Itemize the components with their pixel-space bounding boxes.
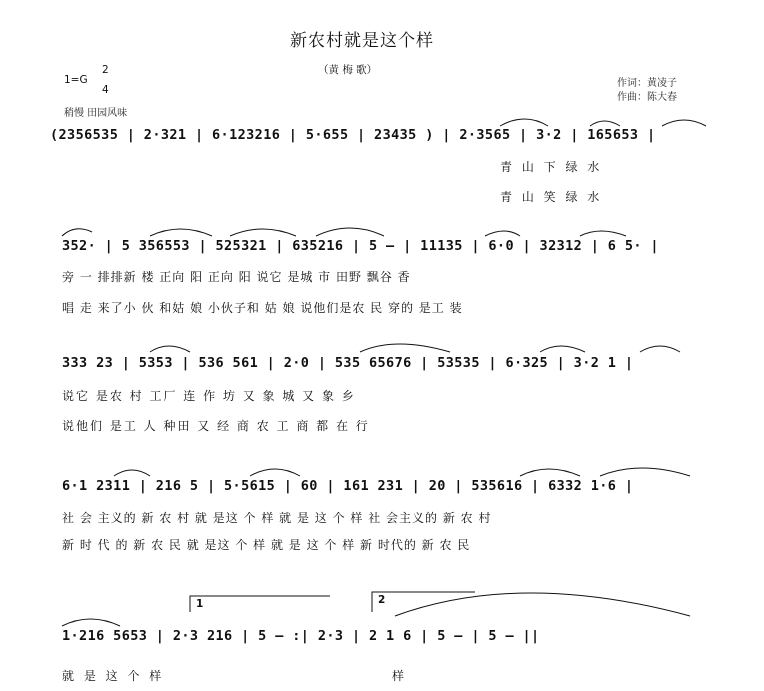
lyrics-row-1-verse-2: 青 山 笑 绿 水: [500, 190, 603, 204]
key-signature: 1=G: [64, 74, 88, 86]
slur-r3-c: [540, 346, 585, 352]
slur-r2-c: [230, 229, 296, 236]
slur-r3-d: [640, 346, 680, 352]
lyrics-row-4-verse-2: 新 时 代 的 新 农 民 就 是这 个 样 就 是 这 个 样 新 时代的 新 农 民: [62, 538, 471, 552]
slur-r3-b: [360, 344, 450, 352]
slur-r1-a: [500, 119, 548, 126]
volta-first-bracket: [190, 596, 330, 612]
composer-credit: 作曲：陈大春: [617, 92, 677, 103]
time-signature-bottom: 4: [102, 84, 109, 96]
volta-second-bracket: [372, 592, 475, 612]
slur-r2-b: [150, 229, 212, 236]
slur-r5-long: [395, 593, 690, 616]
tempo-marking: 稍慢 田园风味: [64, 108, 128, 119]
lyrics-row-1-verse-1: 青 山 下 绿 水: [500, 160, 603, 174]
lyrics-row-2-verse-2: 唱 走 来了小 伙 和姑 娘 小伙子和 姑 娘 说他们是农 民 穿的 是工 装: [62, 301, 463, 315]
volta-second-ending-label: 2: [378, 594, 386, 606]
time-signature-top: 2: [102, 64, 109, 76]
notation-row-1: (2356535 | 2·321 | 6·123216 | 5·655 | 23435 ) | 2·3565 | 3·2 | 165653 |: [50, 127, 656, 143]
slur-r5-a: [62, 619, 120, 626]
lyrics-row-2-verse-1: 旁 一 排排新 楼 正向 阳 正向 阳 说它 是城 市 田野 飘谷 香: [62, 270, 411, 284]
song-title: 新农村就是这个样: [290, 31, 434, 51]
volta-first-ending-label: 1: [196, 598, 204, 610]
slur-r2-f: [580, 231, 626, 236]
slur-r3-a: [150, 346, 190, 352]
notation-row-4: 6·1 2311 | 216 5 | 5·5615 | 60 | 161 231 | 20 | 535616 | 6332 1·6 |: [62, 478, 634, 494]
slur-r2-a: [62, 229, 92, 236]
lyrics-row-3-verse-2: 说他们 是工 人 种田 又 经 商 农 工 商 都 在 行: [62, 419, 370, 433]
lyrics-row-5-ending-2: 样: [392, 669, 408, 683]
lyrics-row-4-verse-1: 社 会 主义的 新 农 村 就 是这 个 样 就 是 这 个 样 社 会主义的 新 农 村: [62, 511, 492, 525]
notation-row-5: 1·216 5653 | 2·3 216 | 5 – :| 2·3 | 2 1 6 | 5 – | 5 – ||: [62, 628, 540, 644]
song-genre: （黄 梅 歌）: [318, 64, 378, 76]
notation-row-3: 333 23 | 5353 | 536 561 | 2·0 | 535 65676 | 53535 | 6·325 | 3·2 1 |: [62, 355, 634, 371]
slur-r1-b: [590, 121, 620, 126]
slur-r2-d: [316, 228, 384, 236]
slur-r4-b: [250, 469, 300, 476]
lyrics-row-3-verse-1: 说它 是农 村 工厂 连 作 坊 又 象 城 又 象 乡: [62, 389, 356, 403]
slur-r4-d: [600, 468, 690, 476]
slur-r4-a: [114, 470, 150, 476]
notation-row-2: 352· | 5 356553 | 525321 | 635216 | 5 – | 11135 | 6·0 | 32312 | 6 5· |: [62, 238, 659, 254]
slur-r2-e: [485, 231, 520, 236]
lyrics-row-5-ending-1: 就 是 这 个 样: [62, 669, 165, 683]
slur-r4-c: [520, 469, 580, 476]
slur-r1-c: [662, 120, 706, 126]
lyricist-credit: 作词：黄凌子: [617, 78, 677, 89]
